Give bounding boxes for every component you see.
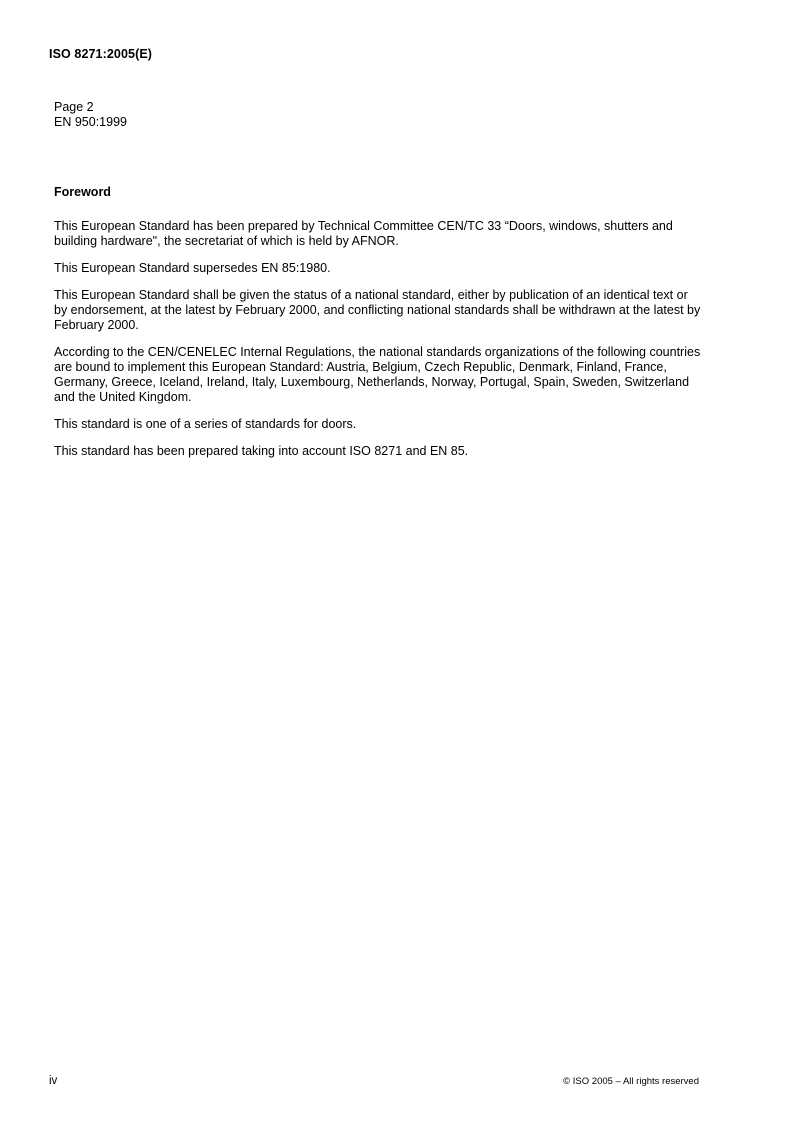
document-id-header: ISO 8271:2005(E) (49, 47, 153, 61)
section-title: Foreword (54, 185, 111, 199)
en-reference: EN 950:1999 (54, 115, 127, 129)
paragraph-preparation: This European Standard has been prepared by Technical Committee CEN/TC 33 “Doors, windows, shutters and building hardware", the secretariat of which is held by AFNOR. (54, 219, 673, 248)
paragraph-account: This standard has been prepared taking into account ISO 8271 and EN 85. (54, 444, 469, 458)
page-label: Page 2 (54, 100, 94, 114)
footer-page-number: iv (49, 1075, 58, 1087)
paragraph-series: This standard is one of a series of standards for doors. (54, 417, 357, 431)
footer-copyright: © ISO 2005 – All rights reserved (563, 1076, 699, 1087)
paragraph-supersedes: This European Standard supersedes EN 85:1980. (54, 261, 331, 275)
paragraph-status: This European Standard shall be given the status of a national standard, either by publication of an identical text or by endorsement, at the latest by February 2000, and conflicting national standards shall be withdrawn at the latest by February 2000. (54, 288, 701, 332)
paragraph-countries: According to the CEN/CENELEC Internal Regulations, the national standards organizations of the following countries are bound to implement this European Standard: Austria, Belgium, Czech Republic, Denmark, Finland, France, Germany, Greece, Iceland, Ireland, Italy, Luxembourg, Netherlands, Norway, Portugal, Spain, Sweden, Switzerland and the United Kingdom. (54, 345, 701, 404)
page-reference-block (54, 100, 127, 130)
foreword-section (54, 185, 704, 471)
